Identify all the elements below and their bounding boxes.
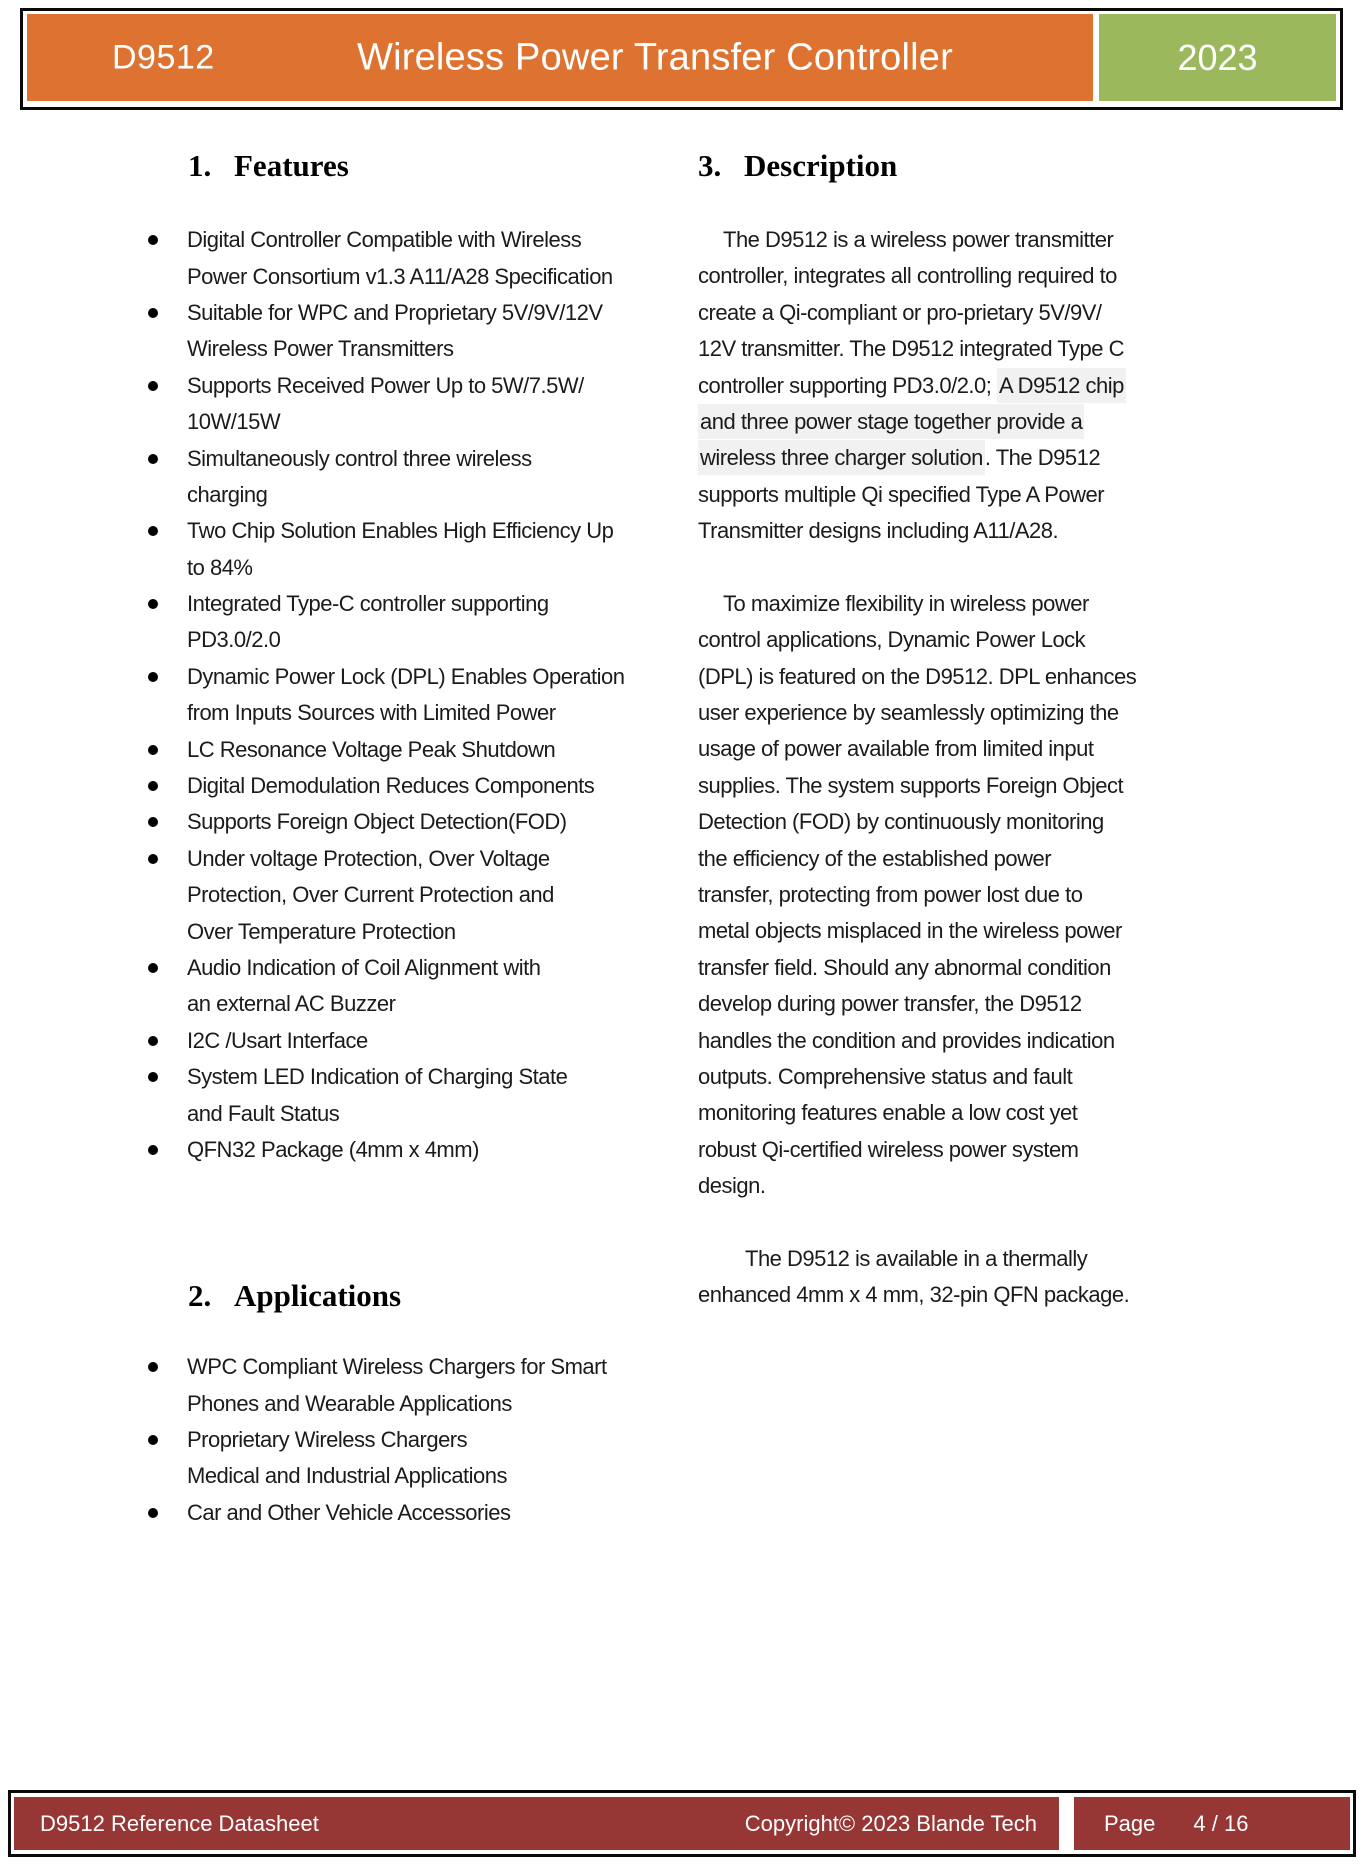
text-line xyxy=(698,1241,1218,1277)
bullet-icon xyxy=(148,1362,158,1372)
bullet-cell xyxy=(145,1145,187,1155)
text-line xyxy=(698,1023,1218,1059)
text-segment: transfer, protecting from power lost due to xyxy=(698,882,1083,908)
features-heading xyxy=(188,148,349,184)
bullet-cell xyxy=(145,781,187,791)
bullet-icon xyxy=(148,963,158,973)
text-segment: create a Qi-compliant or pro-prietary 5V/9V/ xyxy=(698,299,1102,325)
text-line xyxy=(698,622,1218,658)
list-item-text: Suitable for WPC and Proprietary 5V/9V/12V xyxy=(187,299,603,325)
description-paragraph xyxy=(698,1241,1218,1314)
text-segment: The D9512 is a wireless power transmitter xyxy=(723,227,1114,252)
text-segment: monitoring features enable a low cost yet xyxy=(698,1100,1078,1126)
text-line xyxy=(698,950,1218,986)
list-item-line xyxy=(145,1095,625,1131)
list-item-line xyxy=(145,1023,625,1059)
section-number: 1. xyxy=(188,148,212,183)
list-item-text: Under voltage Protection, Over Voltage xyxy=(187,845,550,871)
list-item-text: Car and Other Vehicle Accessories xyxy=(187,1499,511,1525)
list-item-text: Audio Indication of Coil Alignment with xyxy=(187,955,541,980)
bullet-icon xyxy=(148,817,158,827)
text-line xyxy=(698,877,1218,913)
list-item-line xyxy=(145,877,625,913)
text-segment: supplies. The system supports Foreign Object xyxy=(698,772,1124,798)
list-item-text: an external AC Buzzer xyxy=(187,991,396,1017)
bullet-icon xyxy=(148,1508,158,1518)
text-line xyxy=(698,804,1218,840)
bullet-icon xyxy=(148,235,158,245)
text-segment: controller supporting PD3.0/2.0; xyxy=(698,372,998,398)
footer-main-band xyxy=(14,1797,1059,1850)
description-text xyxy=(698,222,1218,1314)
bullet-cell xyxy=(145,745,187,755)
list-item-line xyxy=(145,513,625,549)
text-segment: outputs. Comprehensive status and fault xyxy=(698,1063,1073,1089)
list-item-text: 10W/15W xyxy=(187,409,281,435)
bullet-icon xyxy=(148,854,158,864)
list-item-text: Integrated Type-C controller supporting xyxy=(187,591,549,617)
list-item-line xyxy=(145,258,625,294)
list-item-text: PD3.0/2.0 xyxy=(187,627,281,653)
section-title: Description xyxy=(744,148,898,183)
bullet-icon xyxy=(148,526,158,536)
list-item-text: Supports Received Power Up to 5W/7.5W/ xyxy=(187,372,584,398)
text-line xyxy=(698,513,1218,549)
bullet-cell xyxy=(145,1435,187,1445)
list-item-line xyxy=(145,440,625,476)
list-item-line xyxy=(145,1132,625,1168)
bullet-icon xyxy=(148,745,158,755)
text-segment: . The D9512 xyxy=(984,445,1101,471)
text-line xyxy=(698,1277,1218,1313)
page-number: 4 / 16 xyxy=(1193,1810,1249,1836)
list-item-text: Over Temperature Protection xyxy=(187,918,456,944)
bullet-cell xyxy=(145,1036,187,1046)
list-item-line xyxy=(145,950,625,986)
header-year-badge xyxy=(1099,14,1336,101)
footer-bar xyxy=(8,1790,1356,1857)
bullet-icon xyxy=(148,1145,158,1155)
list-item-text: Proprietary Wireless Chargers xyxy=(187,1426,468,1452)
list-item-text: Two Chip Solution Enables High Efficiency Up xyxy=(187,518,614,544)
list-item-text: Digital Demodulation Reduces Components xyxy=(187,773,595,799)
text-line xyxy=(698,404,1218,440)
text-line xyxy=(698,368,1218,404)
bullet-icon xyxy=(148,1435,158,1445)
highlighted-text: wireless three charger solution xyxy=(698,440,985,475)
bullet-icon xyxy=(148,381,158,391)
text-segment: To maximize flexibility in wireless power xyxy=(723,590,1089,616)
text-segment: usage of power available from limited input xyxy=(698,736,1094,762)
list-item-text: QFN32 Package (4mm x 4mm) xyxy=(187,1136,479,1162)
applications-heading xyxy=(188,1278,401,1314)
list-item-line xyxy=(145,1059,625,1095)
header-orange-band xyxy=(27,14,1093,101)
bullet-cell xyxy=(145,454,187,464)
list-item-line xyxy=(145,1349,607,1385)
text-segment: The D9512 is available in a thermally xyxy=(745,1245,1088,1271)
list-item-line xyxy=(145,368,625,404)
text-line xyxy=(698,1168,1218,1204)
list-item-text: Power Consortium v1.3 A11/A28 Specification xyxy=(187,263,613,289)
list-item-line xyxy=(145,695,625,731)
description-paragraph xyxy=(698,586,1218,1205)
bullet-cell xyxy=(145,599,187,609)
footer-copyright: Copyright© 2023 Blande Tech xyxy=(744,1810,1037,1836)
text-segment: enhanced 4mm x 4 mm, 32-pin QFN package. xyxy=(698,1282,1130,1308)
description-heading xyxy=(698,148,897,184)
text-segment: Detection (FOD) by continuously monitoring xyxy=(698,809,1104,835)
bullet-cell xyxy=(145,526,187,536)
bullet-icon xyxy=(148,308,158,318)
bullet-cell xyxy=(145,235,187,245)
list-item-line xyxy=(145,331,625,367)
text-segment: metal objects misplaced in the wireless power xyxy=(698,918,1122,944)
list-item-text: and Fault Status xyxy=(187,1100,340,1126)
page-label: Page xyxy=(1104,1810,1156,1836)
text-line xyxy=(698,768,1218,804)
list-item-text: Phones and Wearable Applications xyxy=(187,1390,512,1416)
text-line xyxy=(698,222,1218,258)
list-item-line xyxy=(145,1422,607,1458)
text-line xyxy=(698,586,1218,622)
section-title: Features xyxy=(234,148,349,183)
bullet-cell xyxy=(145,1362,187,1372)
text-line xyxy=(698,659,1218,695)
list-item-text: Dynamic Power Lock (DPL) Enables Operation xyxy=(187,663,625,689)
text-line xyxy=(698,1059,1218,1095)
bullet-icon xyxy=(148,454,158,464)
text-segment: Transmitter designs including A11/A28. xyxy=(698,518,1059,544)
list-item-text: Digital Controller Compatible with Wireless xyxy=(187,227,582,253)
bullet-cell xyxy=(145,963,187,973)
section-number: 3. xyxy=(698,148,722,183)
document-title: Wireless Power Transfer Controller xyxy=(357,36,953,78)
highlighted-text: A D9512 chip xyxy=(997,368,1126,403)
bullet-cell xyxy=(145,1508,187,1518)
applications-list xyxy=(145,1349,607,1531)
text-segment: design. xyxy=(698,1173,766,1199)
bullet-icon xyxy=(148,781,158,791)
list-item-line xyxy=(145,1458,607,1494)
list-item-text: Supports Foreign Object Detection(FOD) xyxy=(187,809,567,835)
list-item-text: charging xyxy=(187,481,268,507)
bullet-cell xyxy=(145,381,187,391)
bullet-cell xyxy=(145,308,187,318)
text-segment: 12V transmitter. The D9512 integrated Type C xyxy=(698,336,1125,362)
text-segment: controller, integrates all controlling required to xyxy=(698,263,1117,289)
list-item-line xyxy=(145,477,625,513)
list-item-line xyxy=(145,768,625,804)
section-number: 2. xyxy=(188,1278,212,1313)
list-item-text: Wireless Power Transmitters xyxy=(187,336,454,362)
list-item-text: System LED Indication of Charging State xyxy=(187,1064,568,1090)
list-item-line xyxy=(145,404,625,440)
text-line xyxy=(698,841,1218,877)
footer-page-band xyxy=(1074,1797,1350,1850)
bullet-icon xyxy=(148,1072,158,1082)
list-item-line xyxy=(145,1385,607,1421)
list-item-line xyxy=(145,841,625,877)
list-item-text: Medical and Industrial Applications xyxy=(187,1463,508,1489)
list-item-line xyxy=(145,913,625,949)
text-segment: robust Qi-certified wireless power system xyxy=(698,1136,1079,1162)
part-number: D9512 xyxy=(112,38,215,76)
text-segment: transfer field. Should any abnormal condition xyxy=(698,954,1111,980)
bullet-cell xyxy=(145,672,187,682)
text-segment: (DPL) is featured on the D9512. DPL enhances xyxy=(698,663,1137,689)
list-item-text: I2C /Usart Interface xyxy=(187,1027,368,1053)
list-item-line xyxy=(145,804,625,840)
section-title: Applications xyxy=(234,1278,402,1313)
text-line xyxy=(698,477,1218,513)
text-line xyxy=(698,913,1218,949)
highlighted-text: and three power stage together provide a xyxy=(698,404,1084,439)
text-segment: control applications, Dynamic Power Lock xyxy=(698,627,1086,653)
text-segment: supports multiple Qi specified Type A Power xyxy=(698,481,1105,507)
list-item-line xyxy=(145,295,625,331)
list-item-line xyxy=(145,731,625,767)
text-segment: the efficiency of the established power xyxy=(698,845,1052,871)
text-line xyxy=(698,1095,1218,1131)
list-item-line xyxy=(145,586,625,622)
text-line xyxy=(698,731,1218,767)
list-item-text: WPC Compliant Wireless Chargers for Smart xyxy=(187,1354,607,1380)
bullet-icon xyxy=(148,1036,158,1046)
bullet-icon xyxy=(148,672,158,682)
list-item-text: from Inputs Sources with Limited Power xyxy=(187,700,556,726)
list-item-line xyxy=(145,1495,607,1531)
text-segment: user experience by seamlessly optimizing the xyxy=(698,700,1119,726)
list-item-line xyxy=(145,550,625,586)
list-item-text: LC Resonance Voltage Peak Shutdown xyxy=(187,736,556,762)
list-item-line xyxy=(145,986,625,1022)
list-item-line xyxy=(145,222,625,258)
text-line xyxy=(698,331,1218,367)
text-line xyxy=(698,1132,1218,1168)
list-item-text: to 84% xyxy=(187,554,253,580)
text-line xyxy=(698,258,1218,294)
text-segment: develop during power transfer, the D9512 xyxy=(698,991,1082,1017)
text-line xyxy=(698,295,1218,331)
text-segment: handles the condition and provides indication xyxy=(698,1027,1115,1053)
footer-doc-name: D9512 Reference Datasheet xyxy=(40,1810,319,1836)
text-line xyxy=(698,695,1218,731)
bullet-cell xyxy=(145,817,187,827)
list-item-line xyxy=(145,659,625,695)
header-bar xyxy=(20,8,1343,110)
bullet-cell xyxy=(145,1072,187,1082)
bullet-icon xyxy=(148,599,158,609)
list-item-text: Protection, Over Current Protection and xyxy=(187,882,554,908)
year-label: 2023 xyxy=(1177,36,1258,78)
bullet-cell xyxy=(145,854,187,864)
list-item-line xyxy=(145,622,625,658)
description-paragraph xyxy=(698,222,1218,550)
text-line xyxy=(698,986,1218,1022)
features-list xyxy=(145,222,625,1168)
text-line xyxy=(698,440,1218,476)
list-item-text: Simultaneously control three wireless xyxy=(187,445,532,471)
